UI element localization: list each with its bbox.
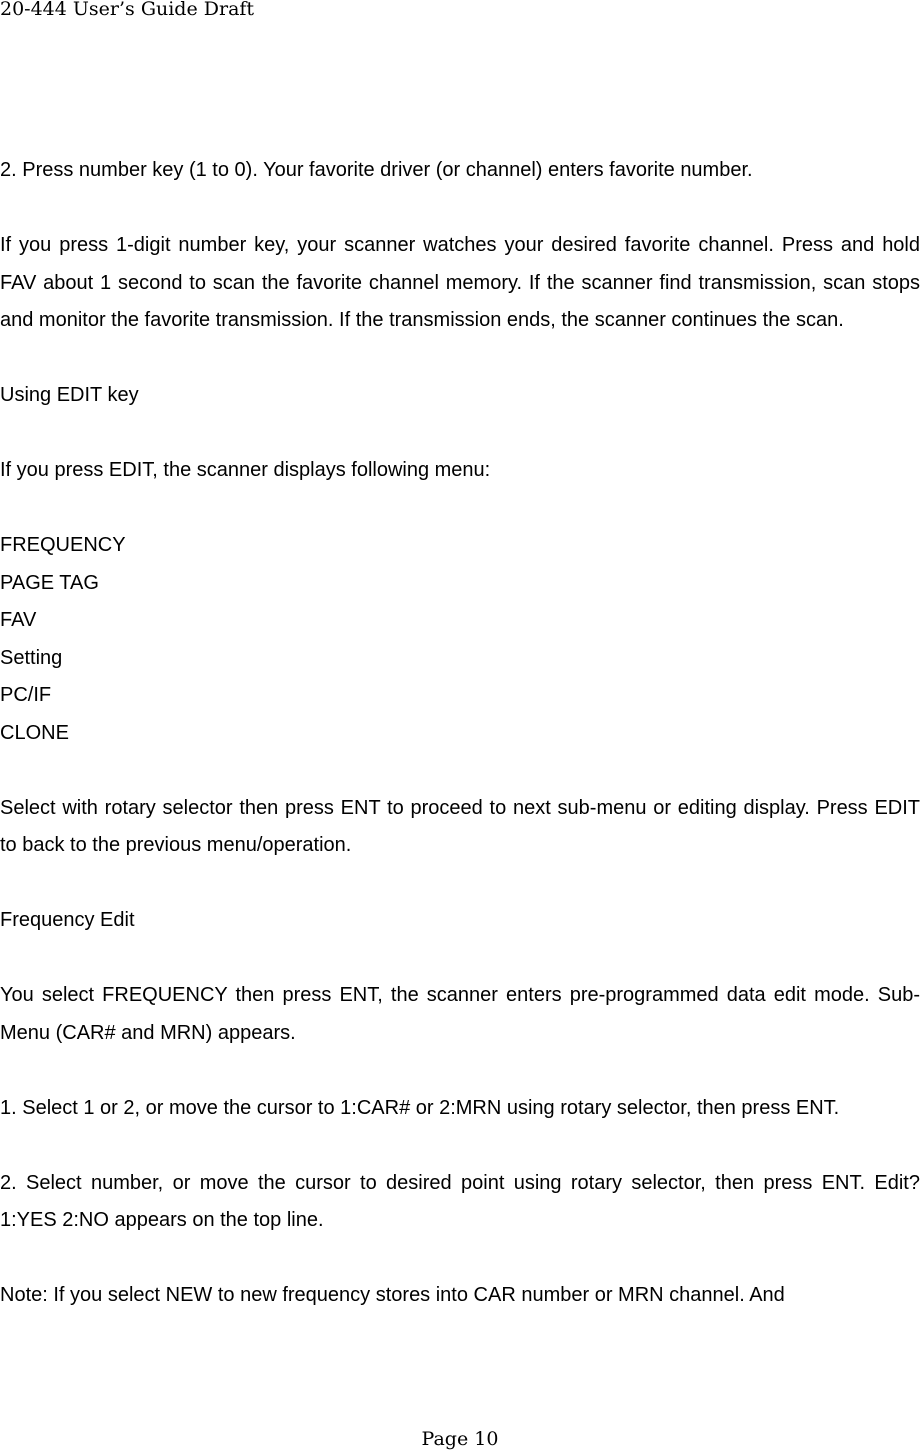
menu-item-page-tag: PAGE TAG bbox=[0, 571, 99, 594]
menu-item-setting: Setting bbox=[0, 646, 63, 669]
paragraph-note: Note: If you select NEW to new frequency stores into CAR number or MRN channel. And bbox=[0, 1284, 785, 1306]
menu-item-clone: CLONE bbox=[0, 721, 69, 744]
paragraph-step-1: 1. Select 1 or 2, or move the cursor to 1:CAR# or 2:MRN using rotary selector, then press ENT. bbox=[0, 1096, 840, 1119]
heading-frequency-edit: Frequency Edit bbox=[0, 909, 135, 931]
document-body bbox=[0, 152, 920, 1315]
paragraph-favorite-number: 2. Press number key (1 to 0). Your favorite driver (or channel) enters favorite number. bbox=[0, 159, 753, 181]
menu-item-fav: FAV bbox=[0, 609, 37, 631]
paragraph-favorite-scan: If you press 1-digit number key, your scanner watches your desired favorite channel. Press and hold FAV about 1 second to scan the favorite channel memory. If the scanner find transmission, scan stops and monitor the favorite transmission. If the transmission ends, the scanner continues the scan. bbox=[0, 234, 920, 331]
paragraph-edit-menu-intro: If you press EDIT, the scanner displays following menu: bbox=[0, 459, 491, 481]
page-number: Page 10 bbox=[421, 1428, 499, 1450]
menu-item-frequency: FREQUENCY bbox=[0, 534, 126, 556]
paragraph-step-2: 2. Select number, or move the cursor to desired point using rotary selector, then press ENT. Edit? 1:YES 2:NO appears on the top line. bbox=[0, 1171, 920, 1231]
menu-item-pc-if: PC/IF bbox=[0, 684, 52, 706]
heading-using-edit-key: Using EDIT key bbox=[0, 384, 139, 406]
edit-menu-list bbox=[0, 527, 920, 752]
document-header: 20-444 User’s Guide Draft bbox=[0, 0, 255, 20]
paragraph-rotary-selector: Select with rotary selector then press ENT to proceed to next sub-menu or editing display. Press EDIT to back to the previous menu/operation. bbox=[0, 796, 920, 856]
paragraph-frequency-edit-mode: You select FREQUENCY then press ENT, the scanner enters pre-programmed data edit mode. Sub-Menu (CAR# and MRN) appears. bbox=[0, 984, 920, 1044]
